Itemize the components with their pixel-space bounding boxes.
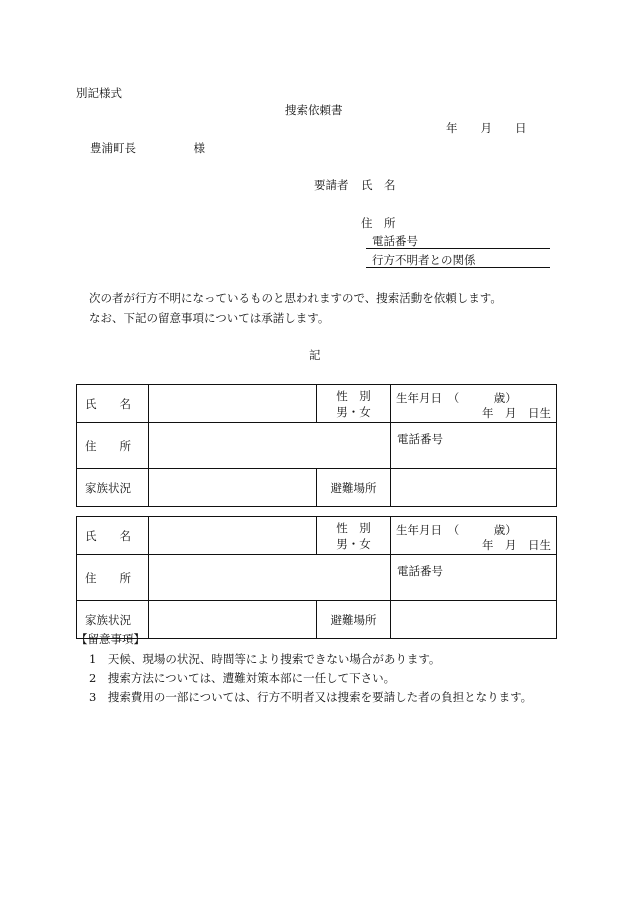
address-field[interactable]: [149, 423, 391, 469]
note-item-3: 3 捜索費用の一部については、行方不明者又は捜索を要請した者の負担となります。: [89, 690, 533, 704]
birthdate-format: 年 月 日生: [482, 538, 551, 552]
note-item-2: 2 捜索方法については、遭難対策本部に一任して下さい。: [89, 671, 396, 685]
requester-label: 要請者: [314, 178, 349, 192]
shelter-field[interactable]: [391, 469, 557, 507]
name-label-cell: [77, 517, 149, 555]
addressee: 豊浦町長 様: [90, 141, 205, 155]
birthdate-format: 年 月 日生: [482, 406, 551, 420]
phone-field[interactable]: [391, 555, 557, 601]
shelter-label: 避難場所: [330, 480, 377, 495]
family-label: 家族状況: [85, 480, 131, 495]
missing-person-table-1: [76, 384, 557, 507]
shelter-label: 避難場所: [330, 612, 377, 627]
shelter-label-cell: [317, 601, 391, 639]
phone-label: 電話番号: [397, 432, 443, 446]
phone-field[interactable]: [391, 423, 557, 469]
family-field[interactable]: [149, 601, 317, 639]
requester-address-label: 住 所: [361, 216, 396, 230]
address-label-cell: [77, 555, 149, 601]
family-label-cell: [77, 469, 149, 507]
phone-underline: [366, 248, 550, 249]
requester-relation-label: 行方不明者との関係: [372, 253, 476, 267]
name-field[interactable]: [149, 517, 317, 555]
gender-options[interactable]: 男・女: [336, 404, 371, 419]
gender-options[interactable]: 男・女: [336, 536, 371, 551]
address-field[interactable]: [149, 555, 391, 601]
ki-heading: 記: [309, 348, 321, 362]
note-item-1: 1 天候、現場の状況、時間等により捜索できない場合があります。: [89, 652, 441, 666]
form-label: 別記様式: [76, 86, 122, 100]
gender-label: 性 別: [336, 520, 371, 535]
address-label: 住 所: [85, 438, 131, 453]
birthdate-label: 生年月日 （ 歳）: [396, 391, 517, 405]
birthdate-field[interactable]: [391, 385, 557, 423]
family-field[interactable]: [149, 469, 317, 507]
requester-phone-label: 電話番号: [372, 234, 418, 248]
consent-sentence: なお、下記の留意事項については承諾します。: [89, 311, 330, 325]
address-label-cell: [77, 423, 149, 469]
name-label: 氏 名: [85, 528, 131, 543]
birthdate-field[interactable]: [391, 517, 557, 555]
missing-person-table-2: [76, 516, 557, 639]
address-label: 住 所: [85, 570, 131, 585]
gender-label: 性 別: [336, 388, 371, 403]
document-title: 捜索依頼書: [285, 103, 343, 117]
gender-cell[interactable]: [317, 517, 391, 555]
requester-name-label: 氏 名: [361, 178, 396, 192]
name-label: 氏 名: [85, 396, 131, 411]
gender-cell[interactable]: [317, 385, 391, 423]
notes-heading: 【留意事項】: [76, 632, 145, 646]
name-field[interactable]: [149, 385, 317, 423]
name-label-cell: [77, 385, 149, 423]
relation-underline: [366, 267, 550, 268]
shelter-field[interactable]: [391, 601, 557, 639]
date-line: 年 月 日: [446, 121, 527, 135]
shelter-label-cell: [317, 469, 391, 507]
request-sentence: 次の者が行方不明になっているものと思われますので、捜索活動を依頼します。: [89, 291, 502, 305]
birthdate-label: 生年月日 （ 歳）: [396, 523, 517, 537]
phone-label: 電話番号: [397, 564, 443, 578]
family-label: 家族状況: [85, 612, 131, 627]
